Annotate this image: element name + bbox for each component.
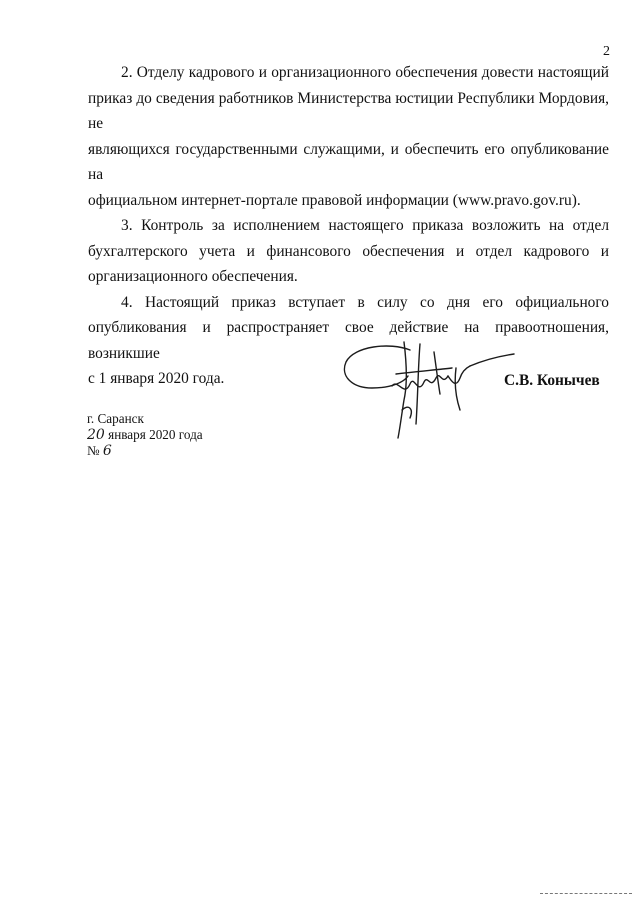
footer-rule <box>540 893 632 894</box>
paragraph-line: 4. Настоящий приказ вступает в силу со дня его официального <box>121 293 609 311</box>
paragraph-line: с 1 января 2020 года. <box>88 370 225 387</box>
paragraph-line: 2. Отделу кадрового и организационного обеспечения довести настоящий <box>121 64 609 81</box>
handwritten-signature <box>338 338 518 446</box>
paragraph-line: опубликования и распространяет свое действие на правоотношения, возникшие <box>88 319 609 362</box>
handwritten-number: 6 <box>102 443 112 459</box>
paragraph-line: официальном интернет-портале правовой информации (www.pravo.gov.ru). <box>88 191 581 209</box>
date-rest: января 2020 года <box>104 426 203 442</box>
paragraph-line: приказ до сведения работников Министерства юстиции Республики Мордовия, не <box>88 89 609 132</box>
page-number: 2 <box>603 44 610 59</box>
handwritten-day: 20 <box>87 426 105 443</box>
paragraph-line: 3. Контроль за исполнением настоящего приказа возложить на отдел <box>121 217 609 234</box>
paragraph-2 <box>88 60 609 213</box>
place-date-number-block <box>87 411 203 460</box>
paragraph-line: организационного обеспечения. <box>88 268 298 285</box>
signatory-name: С.В. Конычев <box>504 372 600 389</box>
paragraph-line: являющихся государственными служащими, и обеспечить его опубликование на <box>88 140 609 183</box>
signing-date <box>87 427 203 444</box>
order-number <box>87 443 203 460</box>
paragraph-3 <box>88 213 609 290</box>
number-label: № <box>87 443 100 458</box>
place-of-signing: г. Саранск <box>87 411 144 426</box>
paragraph-line: бухгалтерского учета и финансового обеспечения и отдел кадрового и <box>88 242 609 260</box>
